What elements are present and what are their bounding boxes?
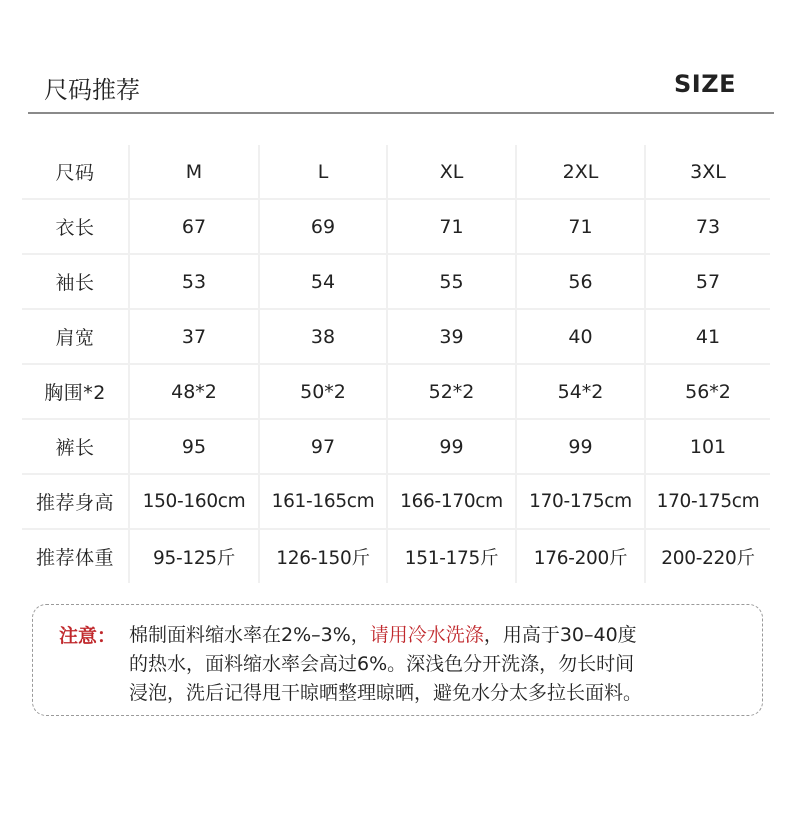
table-cell: 99 <box>517 420 646 475</box>
table-cell: 38 <box>260 310 388 365</box>
table-cell: 48*2 <box>130 365 260 420</box>
table-cell: 99 <box>388 420 517 475</box>
care-note-box <box>32 604 763 716</box>
row-label: 胸围*2 <box>22 365 130 420</box>
table-row <box>22 255 770 310</box>
note-line-3: 浸泡，洗后记得甩干晾晒整理晾晒，避免水分太多拉长面料。 <box>129 682 643 704</box>
note-line-1-end: ，用高于30–40度 <box>483 624 637 646</box>
table-cell: 37 <box>130 310 260 365</box>
table-cell: 161-165cm <box>260 475 388 530</box>
table-cell: 176-200斤 <box>517 530 646 583</box>
note-label: 注意： <box>59 625 117 647</box>
table-row <box>22 420 770 475</box>
cold-wash-highlight: 请用冷水洗涤 <box>369 624 484 646</box>
table-cell: 71 <box>388 200 517 255</box>
table-cell: 56*2 <box>646 365 770 420</box>
table-cell: 40 <box>517 310 646 365</box>
table-cell: 53 <box>130 255 260 310</box>
table-cell: 97 <box>260 420 388 475</box>
note-line-2: 的热水，面料缩水率会高过6%。深浅色分开洗涤，勿长时间 <box>129 653 635 675</box>
table-row <box>22 200 770 255</box>
table-cell: 200-220斤 <box>661 547 755 569</box>
page-header <box>28 60 774 114</box>
table-header-row <box>22 145 770 200</box>
table-cell: 170-175cm <box>646 475 770 530</box>
table-header-cell: 3XL <box>646 145 770 200</box>
table-cell: 73 <box>646 200 770 255</box>
table-row <box>22 365 770 420</box>
table-row <box>22 310 770 365</box>
table-header-cell: M <box>130 145 260 200</box>
note-line-1-start: 棉制面料缩水率在2%–3%， <box>129 624 370 646</box>
table-cell: 67 <box>130 200 260 255</box>
table-cell: 52*2 <box>388 365 517 420</box>
table-header-cell: 尺码 <box>22 145 130 200</box>
table-cell: 54 <box>260 255 388 310</box>
table-cell: 57 <box>646 255 770 310</box>
row-label: 推荐体重 <box>22 530 130 583</box>
table-cell: 69 <box>260 200 388 255</box>
table-header-cell: L <box>260 145 388 200</box>
size-chart-table <box>22 145 770 583</box>
table-cell: 101 <box>646 420 770 475</box>
row-label: 推荐身高 <box>22 475 130 530</box>
table-cell: 71 <box>517 200 646 255</box>
row-label: 裤长 <box>22 420 130 475</box>
table-cell: 56 <box>517 255 646 310</box>
note-line-1 <box>129 621 749 650</box>
table-cell: 166-170cm <box>388 475 517 530</box>
table-row <box>22 475 770 530</box>
note-text <box>129 621 749 708</box>
table-header-cell: XL <box>388 145 517 200</box>
table-cell: 150-160cm <box>130 475 260 530</box>
page-title: 尺码推荐 <box>44 76 140 104</box>
table-cell: 55 <box>388 255 517 310</box>
table-cell: 126-150斤 <box>260 530 388 583</box>
table-row <box>22 530 770 583</box>
table-cell: 50*2 <box>260 365 388 420</box>
table-cell: 39 <box>388 310 517 365</box>
table-cell: 41 <box>646 310 770 365</box>
table-cell: 54*2 <box>517 365 646 420</box>
row-label: 肩宽 <box>22 310 130 365</box>
table-header-cell: 2XL <box>517 145 646 200</box>
row-label: 袖长 <box>22 255 130 310</box>
size-label: SIZE <box>673 70 736 98</box>
table-cell: 95-125斤 <box>130 530 260 583</box>
table-cell: 151-175斤 <box>388 530 517 583</box>
table-cell: 170-175cm <box>517 475 646 530</box>
table-cell: 95 <box>130 420 260 475</box>
row-label: 衣长 <box>22 200 130 255</box>
